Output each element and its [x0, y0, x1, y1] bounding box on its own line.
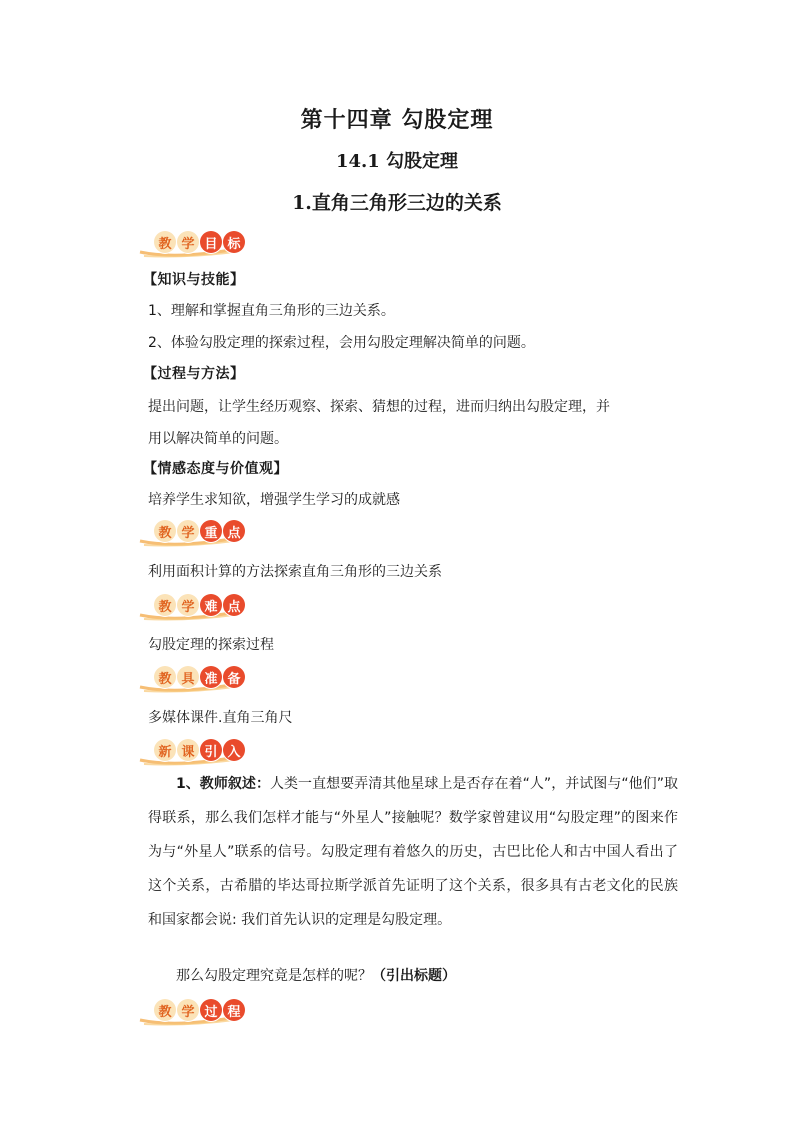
badge-char: 教: [154, 231, 176, 253]
key-points-text: 利用面积计算的方法探索直角三角形的三边关系: [148, 564, 442, 580]
badge-char: 准: [200, 666, 222, 688]
badge-char: 难: [200, 594, 222, 616]
attitude-text: 培养学生求知欲，增强学生学习的成就感: [148, 492, 400, 508]
attitude-heading: 【情感态度与价值观】: [143, 461, 288, 477]
badge-char: 学: [177, 520, 199, 542]
badge-char: 教: [154, 999, 176, 1021]
badge-char: 入: [223, 739, 245, 761]
difficulties-badge: [138, 593, 248, 621]
badge-char: 新: [154, 739, 176, 761]
badge-char: 程: [223, 999, 245, 1021]
intro-badge: [138, 738, 248, 766]
chapter-title: 第十四章 勾股定理: [300, 107, 494, 133]
badge-char: 具: [177, 666, 199, 688]
badge-char: 过: [200, 999, 222, 1021]
badge-char: 学: [177, 594, 199, 616]
difficulties-text: 勾股定理的探索过程: [148, 637, 274, 653]
objectives-badge: [138, 230, 248, 258]
badge-char: 教: [154, 594, 176, 616]
process-badge: [138, 998, 248, 1026]
intro-body: 人类一直想要弄清其他星球上是否存在着“人”，并试图与“他们”取得联系，那么我们怎样才能与“外星人”接触呢？数学家曾建议用“勾股定理”的图来作为与“外星人”联系的信号。勾股定理有着悠久的历史，古巴比伦人和古中国人看出了这个关系，古希腊的毕达哥拉斯学派首先证明了这个关系，很多具有古老文化的民族和国家都会说: 我们首先认识的定理是勾股定理。: [148, 776, 678, 928]
badge-char: 重: [200, 520, 222, 542]
badge-char: 学: [177, 999, 199, 1021]
intro-question-note: （引出标题）: [372, 968, 456, 984]
badge-char: 备: [223, 666, 245, 688]
knowledge-heading: 【知识与技能】: [143, 272, 245, 288]
badge-char: 课: [177, 739, 199, 761]
badge-char: 标: [223, 231, 245, 253]
intro-label: 1、教师叙述：: [176, 776, 270, 792]
badge-char: 教: [154, 520, 176, 542]
process-line: 用以解决简单的问题。: [148, 431, 288, 447]
lesson-title: 1.直角三角形三边的关系: [292, 192, 502, 214]
process-heading: 【过程与方法】: [143, 366, 245, 382]
badge-char: 引: [200, 739, 222, 761]
badge-char: 点: [223, 594, 245, 616]
badge-char: 教: [154, 666, 176, 688]
intro-question-line: [176, 965, 456, 985]
key-points-badge: [138, 519, 248, 547]
badge-char: 学: [177, 231, 199, 253]
badge-char: 点: [223, 520, 245, 542]
materials-badge: [138, 665, 248, 693]
intro-question: 那么勾股定理究竟是怎样的呢？: [176, 968, 372, 984]
materials-text: 多媒体课件.直角三角尺: [148, 710, 293, 726]
badge-char: 目: [200, 231, 222, 253]
knowledge-item: 2、体验勾股定理的探索过程，会用勾股定理解决简单的问题。: [148, 335, 535, 351]
knowledge-item: 1、理解和掌握直角三角形的三边关系。: [148, 303, 395, 319]
section-title: 14.1 勾股定理: [335, 151, 459, 172]
process-line: 提出问题，让学生经历观察、探索、猜想的过程，进而归纳出勾股定理，并: [148, 399, 610, 415]
intro-paragraph: [148, 767, 678, 937]
